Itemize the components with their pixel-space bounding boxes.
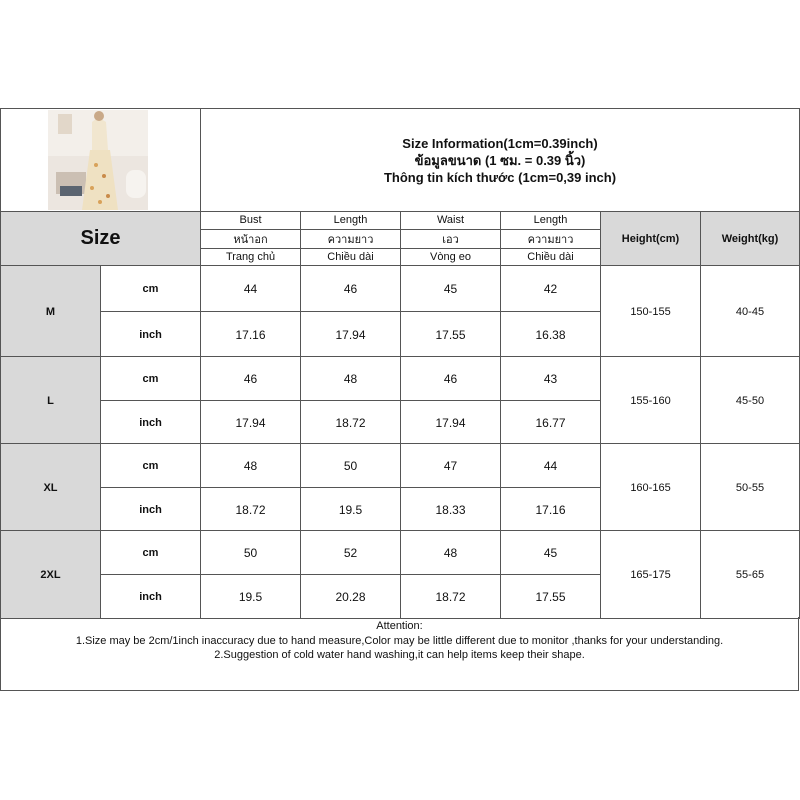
inch-value-cell-text: 17.16 [235, 327, 266, 342]
size-header [0, 211, 201, 266]
cm-value-cell [300, 530, 401, 575]
unit-inch-cell [100, 487, 201, 532]
col-header-en: Waist [401, 212, 500, 230]
col-header-waist [400, 211, 501, 266]
size-label-cell-text: L [47, 394, 54, 407]
inch-value-cell [500, 311, 601, 358]
unit-inch-cell [100, 400, 201, 445]
size-label-cell [0, 530, 101, 619]
col-header-en: Length [301, 212, 400, 230]
size-label-cell-text: M [45, 305, 56, 318]
inch-value-cell-text: 17.16 [535, 502, 566, 517]
inch-value-cell [300, 400, 401, 445]
cm-value-cell [400, 265, 501, 312]
height-value-cell [600, 356, 701, 445]
cm-value-cell [400, 530, 501, 575]
cm-value-cell-text: 45 [543, 545, 558, 560]
cm-value-cell [300, 356, 401, 401]
notes-line-1: 1.Size may be 2cm/1inch inaccuracy due to hand measure,Color may be little different due to monitor ,thanks for your understanding. [75, 634, 724, 647]
inch-value-cell-text: 17.94 [335, 327, 366, 342]
cm-value-cell [200, 443, 301, 488]
size-label-cell-text: XL [43, 481, 58, 494]
cm-value-cell-text: 48 [443, 545, 458, 560]
inch-value-cell-text: 18.72 [435, 589, 466, 604]
height-value-cell [600, 443, 701, 532]
weight-header-label: Weight(kg) [721, 232, 779, 245]
inch-value-cell [400, 487, 501, 532]
inch-value-cell [300, 574, 401, 619]
inch-value-cell [400, 400, 501, 445]
size-label-cell [0, 356, 101, 445]
cm-value-cell [400, 443, 501, 488]
inch-value-cell-text: 17.94 [435, 415, 466, 430]
col-header-vi: Vòng eo [430, 250, 471, 263]
col-header-th: เอว [401, 230, 500, 249]
height-value-cell-text: 150-155 [630, 305, 671, 318]
col-header-th: ความยาว [301, 230, 400, 249]
inch-value-cell [200, 311, 301, 358]
unit-inch-cell [100, 311, 201, 358]
col-header-height [600, 211, 701, 266]
size-label-cell [0, 443, 101, 532]
size-label-cell [0, 265, 101, 358]
weight-value-cell [700, 530, 800, 619]
height-value-cell [600, 530, 701, 619]
col-header-th: หน้าอก [201, 230, 300, 249]
inch-value-cell-text: 18.72 [235, 502, 266, 517]
inch-value-cell [200, 574, 301, 619]
cm-value-cell-text: 44 [543, 458, 558, 473]
col-header-th: ความยาว [501, 230, 600, 249]
weight-value-cell-text: 55-65 [735, 568, 765, 581]
unit-cm-cell [100, 265, 201, 312]
col-header-vi: Chiều dài [327, 250, 374, 263]
col-header-bust [200, 211, 301, 266]
unit-cm-cell-text: cm [142, 546, 159, 559]
inch-value-cell-text: 18.72 [335, 415, 366, 430]
inch-value-cell [400, 311, 501, 358]
notes-heading: Attention: [376, 620, 423, 632]
unit-cm-cell [100, 530, 201, 575]
cm-value-cell [200, 265, 301, 312]
unit-cm-cell-text: cm [142, 459, 159, 472]
inch-value-cell-text: 17.55 [535, 589, 566, 604]
cm-value-cell [500, 265, 601, 312]
inch-value-cell-text: 16.77 [535, 415, 566, 430]
weight-value-cell [700, 356, 800, 445]
inch-value-cell [200, 400, 301, 445]
cm-value-cell [400, 356, 501, 401]
weight-value-cell-text: 40-45 [735, 305, 765, 318]
product-photo-image [48, 110, 148, 210]
size-header-label: Size [80, 227, 121, 249]
col-header-length-2 [500, 211, 601, 266]
unit-inch-cell-text: inch [139, 416, 162, 429]
cm-value-cell [500, 443, 601, 488]
cm-value-cell [500, 356, 601, 401]
unit-inch-cell-text: inch [139, 590, 162, 603]
cm-value-cell [500, 530, 601, 575]
cm-value-cell-text: 43 [543, 371, 558, 386]
unit-cm-cell-text: cm [142, 372, 159, 385]
height-value-cell-text: 155-160 [630, 394, 671, 407]
inch-value-cell [300, 487, 401, 532]
unit-inch-cell-text: inch [139, 503, 162, 516]
inch-value-cell-text: 18.33 [435, 502, 466, 517]
unit-inch-cell-text: inch [139, 328, 162, 341]
cm-value-cell-text: 48 [243, 458, 258, 473]
inch-value-cell [500, 574, 601, 619]
weight-value-cell [700, 265, 800, 358]
cm-value-cell-text: 42 [543, 281, 558, 296]
unit-cm-cell [100, 443, 201, 488]
height-value-cell [600, 265, 701, 358]
cm-value-cell [300, 443, 401, 488]
col-header-en: Length [501, 212, 600, 230]
inch-value-cell-text: 19.5 [238, 589, 263, 604]
height-header-label: Height(cm) [621, 232, 680, 245]
weight-value-cell [700, 443, 800, 532]
cm-value-cell [200, 356, 301, 401]
height-value-cell-text: 160-165 [630, 481, 671, 494]
inch-value-cell [300, 311, 401, 358]
inch-value-cell-text: 19.5 [338, 502, 363, 517]
cm-value-cell-text: 46 [243, 371, 258, 386]
unit-cm-cell-text: cm [142, 282, 159, 295]
col-header-vi: Trang chủ [225, 250, 276, 263]
col-header-weight [700, 211, 800, 266]
notes-line-2: 2.Suggestion of cold water hand washing,it can help items keep their shape. [214, 649, 585, 661]
weight-value-cell-text: 50-55 [735, 481, 765, 494]
cm-value-cell-text: 50 [343, 458, 358, 473]
inch-value-cell-text: 17.55 [435, 327, 466, 342]
inch-value-cell [400, 574, 501, 619]
inch-value-cell [500, 400, 601, 445]
cm-value-cell-text: 48 [343, 371, 358, 386]
inch-value-cell-text: 16.38 [535, 327, 566, 342]
cm-value-cell-text: 52 [343, 545, 358, 560]
cm-value-cell-text: 50 [243, 545, 258, 560]
inch-value-cell [500, 487, 601, 532]
col-header-vi: Chiều dài [527, 250, 574, 263]
cm-value-cell-text: 45 [443, 281, 458, 296]
size-info-title [200, 108, 800, 212]
unit-cm-cell [100, 356, 201, 401]
cm-value-cell [300, 265, 401, 312]
title-thai: ข้อมูลขนาด (1 ซม. = 0.39 นิ้ว) [414, 152, 586, 168]
cm-value-cell-text: 44 [243, 281, 258, 296]
height-value-cell-text: 165-175 [630, 568, 671, 581]
title-vietnamese: Thông tin kích thước (1cm=0,39 inch) [383, 169, 617, 185]
inch-value-cell-text: 20.28 [335, 589, 366, 604]
col-header-length [300, 211, 401, 266]
col-header-en: Bust [201, 212, 300, 230]
cm-value-cell-text: 46 [443, 371, 458, 386]
title-english: Size Information(1cm=0.39inch) [402, 135, 598, 151]
cm-value-cell-text: 46 [343, 281, 358, 296]
cm-value-cell [200, 530, 301, 575]
weight-value-cell-text: 45-50 [735, 394, 765, 407]
unit-inch-cell [100, 574, 201, 619]
cm-value-cell-text: 47 [443, 458, 458, 473]
product-photo [48, 110, 148, 210]
attention-notes [0, 617, 799, 691]
inch-value-cell-text: 17.94 [235, 415, 266, 430]
inch-value-cell [200, 487, 301, 532]
size-label-cell-text: 2XL [40, 568, 61, 581]
